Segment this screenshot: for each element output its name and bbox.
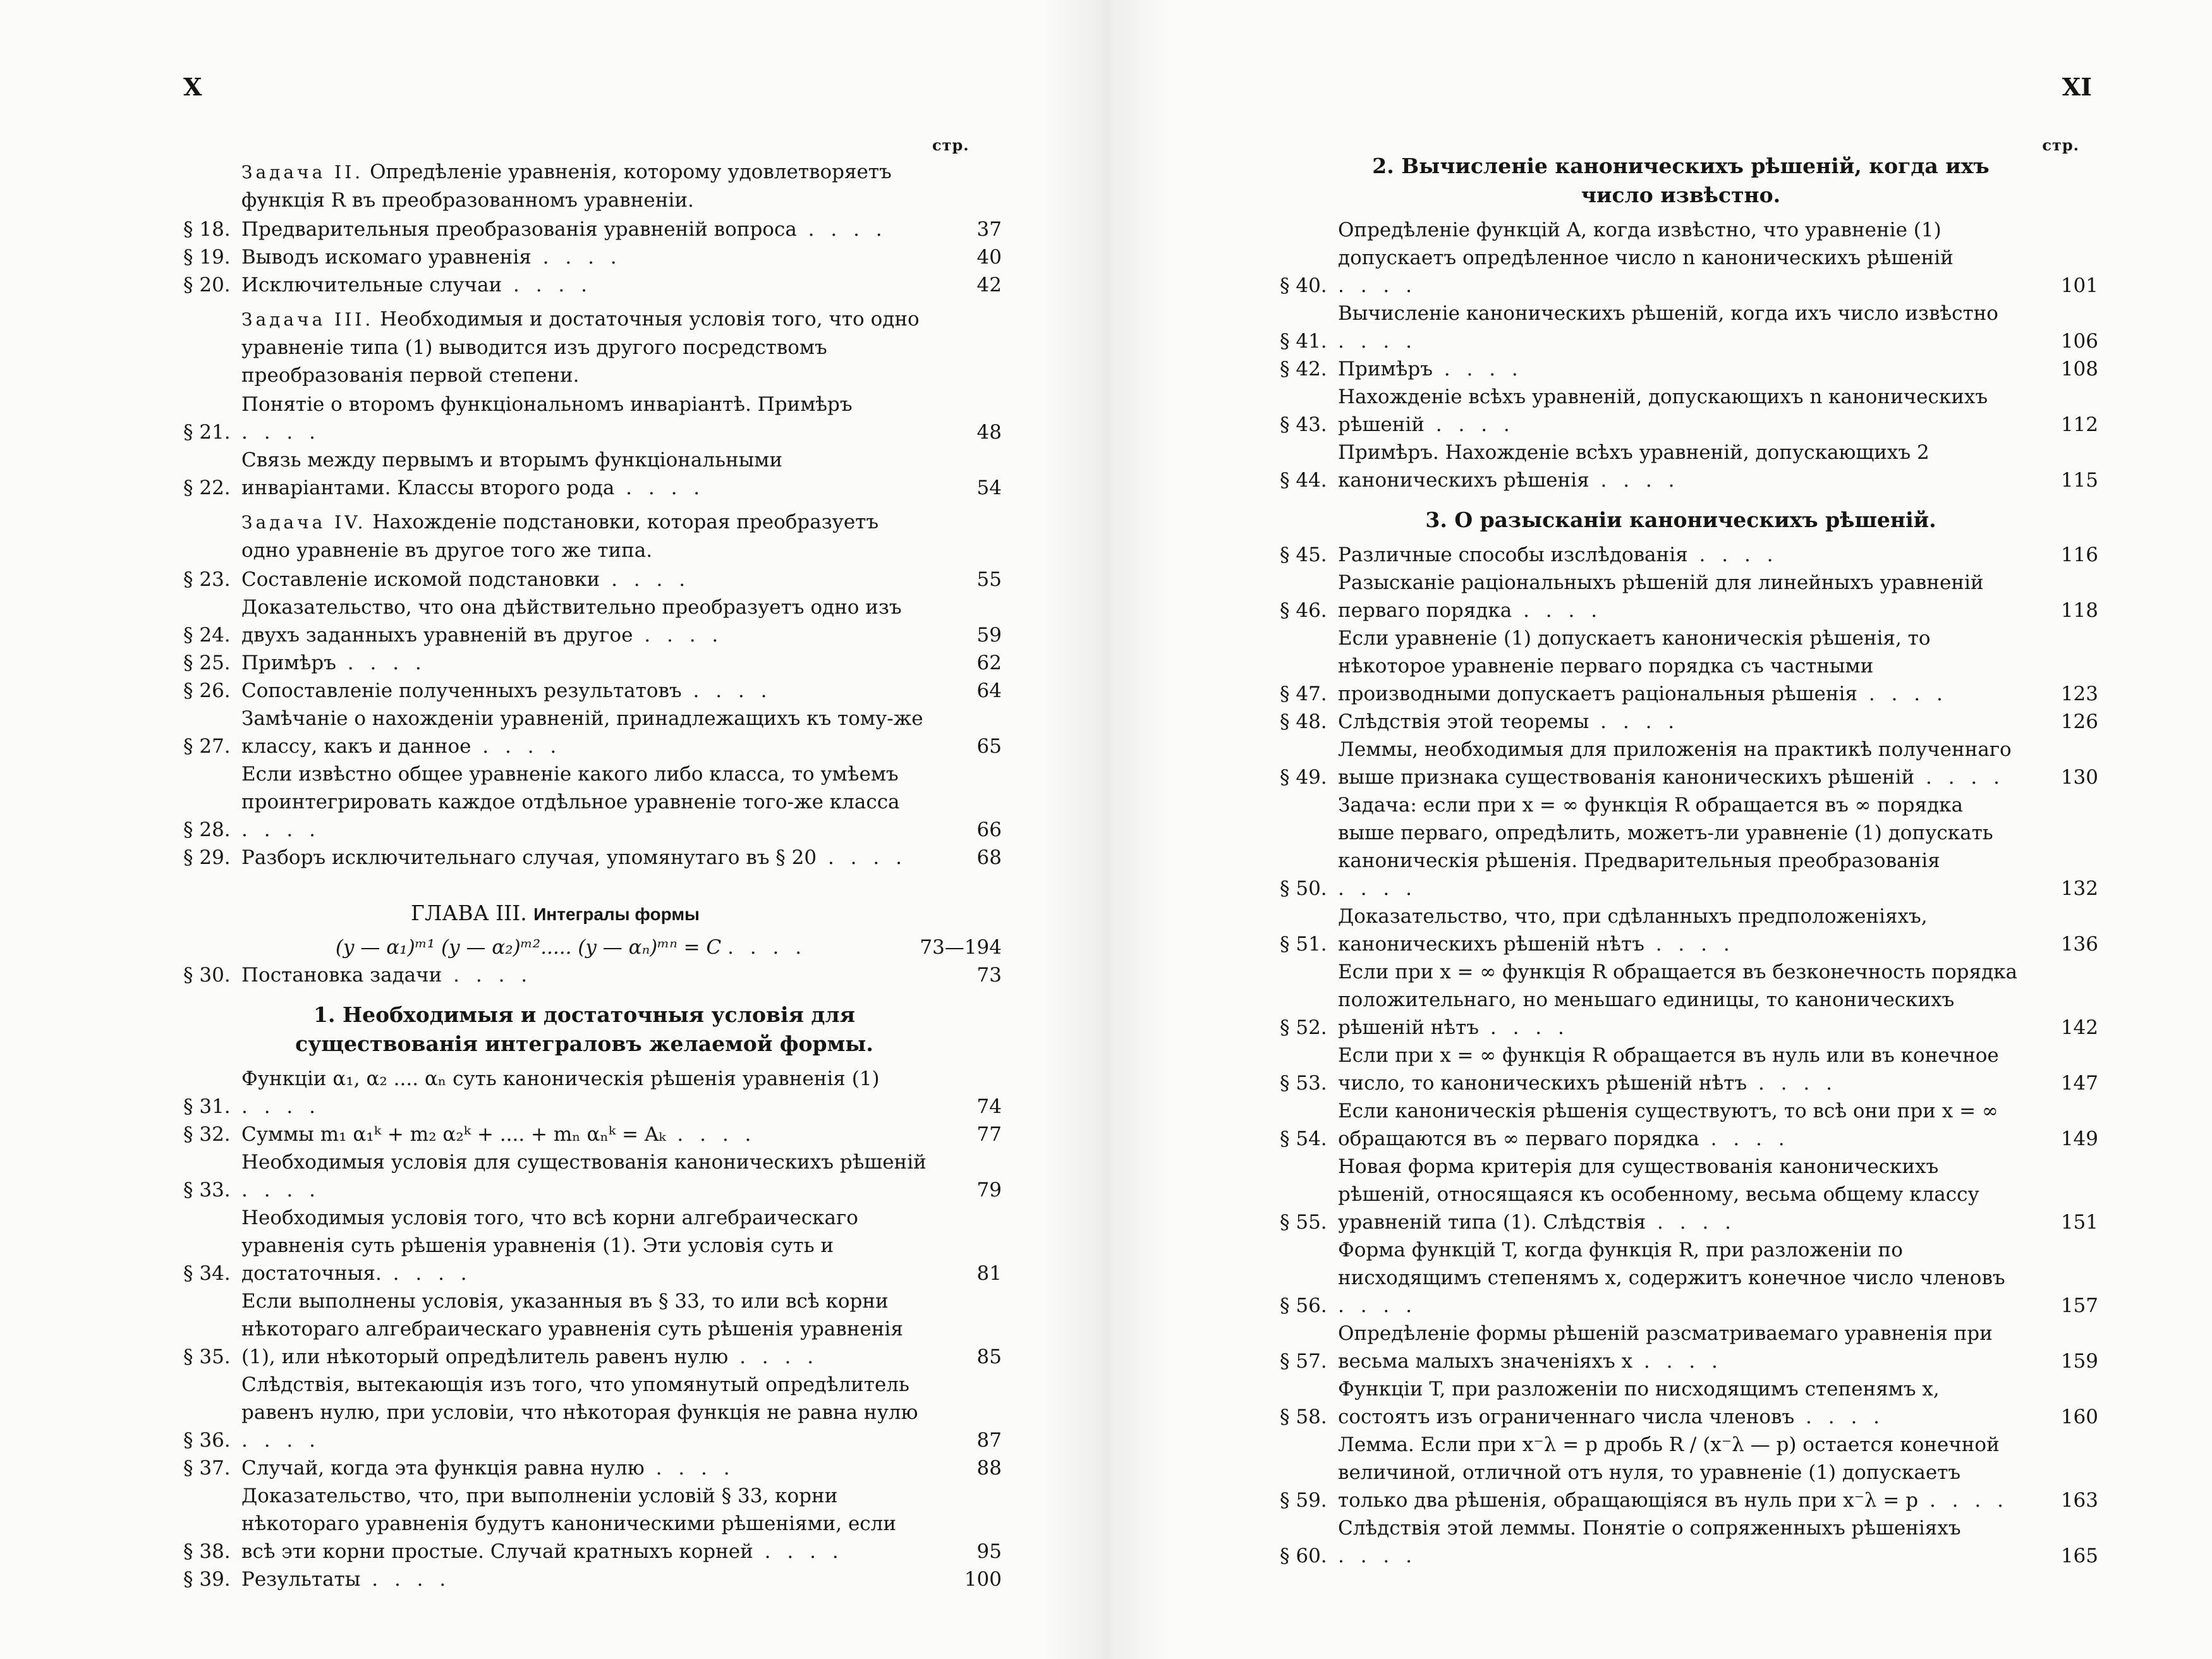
section-number: § 21. xyxy=(183,421,231,444)
entry-title: Если при x = ∞ функція R обращается въ безконечность порядка положительнаго, но меньшаго единицы, то каноническихъ рѣшеній нѣтъ xyxy=(1338,961,2018,1039)
entry-title: Слѣдствія этой теоремы xyxy=(1338,710,1589,733)
section-number: § 48. xyxy=(1280,710,1327,733)
section-number: § 28. xyxy=(183,818,231,841)
toc-entry: § 25. Примѣръ . . . . 62 xyxy=(183,649,1002,677)
toc-entry: § 35. Если выполнены условія, указанныя въ § 33, то или всѣ корни нѣкотораго алгебраическаго уравненія суть рѣшенія уравненія (1), или нѣкоторый опредѣлитель равенъ нулю . . . . 85 xyxy=(183,1287,1002,1371)
section-number: § 55. xyxy=(1280,1211,1327,1234)
page-ref: 108 xyxy=(2060,358,2098,380)
entry-title: Функціи α₁, α₂ .... αₙ суть каноническія рѣшенія уравненія (1) xyxy=(241,1067,880,1090)
toc-entry: § 40. Опредѣленіе функцій A, когда извѣстно, что уравненіе (1) допускаетъ опредѣленное число n каноническихъ рѣшеній . . . . 101 xyxy=(1280,216,2098,300)
section-number: § 20. xyxy=(183,274,231,296)
section-number: § 51. xyxy=(1280,933,1327,956)
page-ref: 73 xyxy=(976,964,1002,987)
section-number: § 46. xyxy=(1280,599,1327,622)
entry-title: Если выполнены условія, указанныя въ § 33, то или всѣ корни нѣкотораго алгебраическаго уравненія суть рѣшенія уравненія (1), или нѣкоторый опредѣлитель равенъ нулю xyxy=(241,1290,903,1368)
section-number: § 35. xyxy=(183,1346,231,1368)
toc-entry: § 39. Результаты . . . . 100 xyxy=(183,1565,1002,1593)
toc-entry: § 42. Примѣръ . . . . 108 xyxy=(1280,355,2098,383)
chapter-subtitle: Интегралы формы xyxy=(533,904,700,924)
page-ref: 88 xyxy=(976,1457,1002,1480)
toc-entry: § 19. Выводъ искомаго уравненія . . . . 40 xyxy=(183,243,1002,271)
entry-title: Вычисленіе каноническихъ рѣшеній, когда ихъ число извѣстно xyxy=(1338,302,1998,325)
toc-entry: § 33. Необходимыя условія для существованія каноническихъ рѣшеній . . . . 79 xyxy=(183,1148,1002,1204)
page-ref: 95 xyxy=(976,1540,1002,1563)
entry-title: Замѣчаніе о нахожденіи уравненій, принадлежащихъ къ тому-же классу, какъ и данное xyxy=(241,707,923,758)
page-ref: 48 xyxy=(976,421,1002,444)
entry-title: Доказательство, что, при сдѣланныхъ предположеніяхъ, каноническихъ рѣшеній нѣтъ xyxy=(1338,905,1928,956)
entry-title: Опредѣленіе формы рѣшеній разсматриваемаго уравненія при весьма малыхъ значеніяхъ x xyxy=(1338,1322,1993,1373)
page-ref: 81 xyxy=(976,1262,1002,1285)
page-ref: 112 xyxy=(2060,413,2098,436)
toc-entry: § 31. Функціи α₁, α₂ .... αₙ суть каноническія рѣшенія уравненія (1) . . . . 74 xyxy=(183,1065,1002,1121)
toc-entry: § 38. Доказательство, что, при выполненіи условій § 33, корни нѣкотораго уравненія будутъ каноническими рѣшеніями, если всѣ эти корни простые. Случай кратныхъ корней . . . . 95 xyxy=(183,1482,1002,1565)
section-number: § 60. xyxy=(1280,1545,1327,1567)
page-ref: 165 xyxy=(2060,1545,2098,1567)
page-ref: 147 xyxy=(2060,1072,2098,1095)
page-ref: 40 xyxy=(976,246,1002,269)
section-number: § 52. xyxy=(1280,1016,1327,1039)
page-ref: 54 xyxy=(976,477,1002,499)
toc-entry: § 27. Замѣчаніе о нахожденіи уравненій, принадлежащихъ къ тому-же классу, какъ и данное . . . . 65 xyxy=(183,705,1002,760)
section-number: § 41. xyxy=(1280,330,1327,353)
entry-group xyxy=(1280,541,2098,1570)
page-ref: 115 xyxy=(2060,469,2098,492)
page-ref: 123 xyxy=(2060,683,2098,705)
toc-entry: § 41. Вычисленіе каноническихъ рѣшеній, когда ихъ число извѣстно . . . . 106 xyxy=(1280,300,2098,355)
toc-entry: § 47. Если уравненіе (1) допускаетъ каноническія рѣшенія, то нѣкоторое уравненіе перваго порядка съ частными производными допускаетъ раціональныя рѣшенія . . . . 123 xyxy=(1280,624,2098,708)
entry-title: Необходимыя условія для существованія каноническихъ рѣшеній xyxy=(241,1151,927,1174)
entry-title: Разборъ исключительнаго случая, упомянутаго въ § 20 xyxy=(241,846,817,869)
page-ref: 118 xyxy=(2060,599,2098,622)
section-heading: 3. О разысканіи каноническихъ рѣшеній. xyxy=(1425,507,1936,532)
section-number: § 29. xyxy=(183,846,231,869)
entry-group xyxy=(183,391,1002,502)
entry-title: Если каноническія рѣшенія существуютъ, то всѣ они при x = ∞ обращаются въ ∞ перваго порядка xyxy=(1338,1100,1998,1150)
table-of-contents xyxy=(183,152,1002,1593)
task-text: Необходимыя и достаточныя условія того, что одно уравненіе типа (1) выводится изъ другого посредствомъ преобразованія первой степени. xyxy=(241,308,920,387)
entry-group xyxy=(183,566,1002,872)
toc-entry: § 44. Примѣръ. Нахожденіе всѣхъ уравненій, допускающихъ 2 каноническихъ рѣшенія . . . . 115 xyxy=(1280,439,2098,494)
page-ref: 79 xyxy=(976,1179,1002,1201)
entry-title: Нахожденіе всѣхъ уравненій, допускающихъ n каноническихъ рѣшеній xyxy=(1338,386,1988,436)
toc-entry: § 45. Различные способы изслѣдованія . . . . 116 xyxy=(1280,541,2098,569)
entry-group xyxy=(183,961,1002,989)
page-ref: 126 xyxy=(2060,710,2098,733)
toc-entry: § 52. Если при x = ∞ функція R обращается въ безконечность порядка положительнаго, но меньшаго единицы, то каноническихъ рѣшеній нѣтъ . . . . 142 xyxy=(1280,958,2098,1042)
section-number: § 32. xyxy=(183,1123,231,1146)
section-number: § 58. xyxy=(1280,1406,1327,1428)
page-ref: 142 xyxy=(2060,1016,2098,1039)
entry-title: Задача: если при x = ∞ функція R обращается въ ∞ порядка выше перваго, опредѣлить, можетъ-ли уравненіе (1) допускать каноническія рѣшенія. Предварительныя преобразованія xyxy=(1338,794,1993,872)
toc-entry: § 59. Лемма. Если при x⁻λ = p дробь R / (x⁻λ — p) остается конечной величиной, отличной отъ нуля, то уравненіе (1) допускаетъ только два рѣшенія, обращающіяся въ нуль при x⁻λ = p . . . . 163 xyxy=(1280,1431,2098,1514)
section-number: § 30. xyxy=(183,964,231,987)
page-number: X xyxy=(183,73,202,101)
task-text: Нахожденіе подстановки, которая преобразуетъ одно уравненіе въ другое того же типа. xyxy=(241,511,879,562)
page-ref: 65 xyxy=(976,735,1002,758)
page-ref: 77 xyxy=(976,1123,1002,1146)
entry-title: Слѣдствія, вытекающія изъ того, что упомянутый опредѣлитель равенъ нулю, при условіи, что нѣкоторая функція не равна нулю xyxy=(241,1373,918,1424)
entry-title: Если извѣстно общее уравненіе какого либо класса, то умѣемъ проинтегрировать каждое отдѣльное уравненіе того-же класса xyxy=(241,763,900,813)
entry-title: Если при x = ∞ функція R обращается въ нуль или въ конечное число, то каноническихъ рѣшеній нѣтъ xyxy=(1338,1044,1999,1095)
entry-title: Постановка задачи xyxy=(241,964,442,987)
left-page xyxy=(0,0,1074,1659)
entry-title: Новая форма критерія для существованія каноническихъ рѣшеній, относящаяся къ особенному, весьма общему классу уравненій типа (1). Слѣдствія xyxy=(1338,1155,1979,1234)
toc-entry: § 36. Слѣдствія, вытекающія изъ того, что упомянутый опредѣлитель равенъ нулю, при условіи, что нѣкоторая функція не равна нулю . . . . 87 xyxy=(183,1371,1002,1454)
section-number: § 59. xyxy=(1280,1489,1327,1512)
chapter-page: 73—194 xyxy=(920,936,1002,959)
page-ref: 151 xyxy=(2060,1211,2098,1234)
page-ref: 101 xyxy=(2060,274,2098,297)
page-ref: 100 xyxy=(964,1568,1002,1591)
toc-entry: § 32. Суммы m₁ α₁ᵏ + m₂ α₂ᵏ + .... + mₙ αₙᵏ = Aₖ . . . . 77 xyxy=(183,1121,1002,1148)
chapter-formula: (y — α₁)ᵐ¹ (y — α₂)ᵐ²..... (y — αₙ)ᵐⁿ = C xyxy=(335,936,722,959)
section-number: § 57. xyxy=(1280,1350,1327,1373)
page-number: XI xyxy=(2062,73,2092,101)
task-text: Опредѣленіе уравненія, которому удовлетворяетъ функція R въ преобразованномъ уравненіи. xyxy=(241,161,892,212)
entry-title: Суммы m₁ α₁ᵏ + m₂ α₂ᵏ + .... + mₙ αₙᵏ = Aₖ xyxy=(241,1123,666,1146)
entry-title: Выводъ искомаго уравненія xyxy=(241,246,532,269)
section-number: § 56. xyxy=(1280,1294,1327,1317)
page-ref: 87 xyxy=(976,1429,1002,1452)
entry-title: Предварительныя преобразованія уравненій вопроса xyxy=(241,218,797,241)
page-ref: 59 xyxy=(976,624,1002,647)
entry-title: Составленіе искомой подстановки xyxy=(241,568,600,591)
toc-entry: § 53. Если при x = ∞ функція R обращается въ нуль или въ конечное число, то каноническихъ рѣшеній нѣтъ . . . . 147 xyxy=(1280,1042,2098,1097)
toc-entry: § 29. Разборъ исключительнаго случая, упомянутаго въ § 20 . . . . 68 xyxy=(183,844,1002,872)
toc-entry: § 46. Разысканіе раціональныхъ рѣшеній для линейныхъ уравненій перваго порядка . . . . 118 xyxy=(1280,569,2098,624)
task-heading xyxy=(183,305,1002,389)
page-ref: 37 xyxy=(976,218,1002,241)
page-ref: 42 xyxy=(976,274,1002,296)
entry-title: Понятіе о второмъ функціональномъ инваріантѣ. Примѣръ xyxy=(241,393,853,416)
table-of-contents xyxy=(1280,152,2098,1570)
page-column-label: стр. xyxy=(932,136,969,154)
page-ref: 130 xyxy=(2060,766,2098,789)
entry-title: Если уравненіе (1) допускаетъ каноническія рѣшенія, то нѣкоторое уравненіе перваго порядка съ частными производными допускаетъ раціональныя рѣшенія xyxy=(1338,627,1931,705)
task-label: Задача II. xyxy=(241,162,364,183)
section-number: § 31. xyxy=(183,1095,231,1118)
entry-title: Доказательство, что, при выполненіи условій § 33, корни нѣкотораго уравненія будутъ каноническими рѣшеніями, если всѣ эти корни простые. Случай кратныхъ корней xyxy=(241,1485,897,1563)
entry-group xyxy=(1280,216,2098,494)
task-heading xyxy=(183,158,1002,214)
page-ref: 55 xyxy=(976,568,1002,591)
toc-entry: § 55. Новая форма критерія для существованія каноническихъ рѣшеній, относящаяся къ особенному, весьма общему классу уравненій типа (1). Слѣдствія . . . . 151 xyxy=(1280,1153,2098,1236)
page-ref: 66 xyxy=(976,818,1002,841)
section-number: § 42. xyxy=(1280,358,1327,380)
toc-entry: § 21. Понятіе о второмъ функціональномъ инваріантѣ. Примѣръ . . . . 48 xyxy=(183,391,1002,446)
section-number: § 49. xyxy=(1280,766,1327,789)
toc-entry: § 43. Нахожденіе всѣхъ уравненій, допускающихъ n каноническихъ рѣшеній . . . . 112 xyxy=(1280,383,2098,439)
chapter-formula-row: (y — α₁)ᵐ¹ (y — α₂)ᵐ²..... (y — αₙ)ᵐⁿ = C . . . . 73—194 xyxy=(183,933,1002,961)
page-ref: 106 xyxy=(2060,330,2098,353)
entry-title: Функціи T, при разложеніи по нисходящимъ степенямъ x, состоятъ изъ ограниченнаго числа членовъ xyxy=(1338,1378,1940,1428)
section-number: § 33. xyxy=(183,1179,231,1201)
section-number: § 23. xyxy=(183,568,231,591)
page-ref: 74 xyxy=(976,1095,1002,1118)
entry-title: Доказательство, что она дѣйствительно преобразуетъ одно изъ двухъ заданныхъ уравненій въ другое xyxy=(241,596,902,647)
section-number: § 27. xyxy=(183,735,231,758)
toc-entry: § 30. Постановка задачи . . . . 73 xyxy=(183,961,1002,989)
section-number: § 53. xyxy=(1280,1072,1327,1095)
section-number: § 40. xyxy=(1280,274,1327,297)
section-number: § 19. xyxy=(183,246,231,269)
toc-entry: § 18. Предварительныя преобразованія уравненій вопроса . . . . 37 xyxy=(183,216,1002,243)
entry-title: Опредѣленіе функцій A, когда извѣстно, что уравненіе (1) допускаетъ опредѣленное число n каноническихъ рѣшеній xyxy=(1338,219,1954,269)
section-number: § 45. xyxy=(1280,544,1327,566)
section-number: § 34. xyxy=(183,1262,231,1285)
entry-title: Различные способы изслѣдованія xyxy=(1338,544,1688,566)
toc-entry: § 49. Леммы, необходимыя для приложенія на практикѣ полученнаго выше признака существованія каноническихъ рѣшеній . . . . 130 xyxy=(1280,736,2098,791)
task-label: Задача III. xyxy=(241,309,374,330)
section-number: § 24. xyxy=(183,624,231,647)
toc-entry: § 20. Исключительные случаи . . . . 42 xyxy=(183,271,1002,299)
section-number: § 54. xyxy=(1280,1127,1327,1150)
section-number: § 44. xyxy=(1280,469,1327,492)
section-heading: 2. Вычисленіе каноническихъ рѣшеній, когда ихъ число извѣстно. xyxy=(1372,154,1990,207)
right-page xyxy=(1138,0,2212,1659)
section-number: § 38. xyxy=(183,1540,231,1563)
toc-entry: § 48. Слѣдствія этой теоремы . . . . 126 xyxy=(1280,708,2098,736)
page-ref: 160 xyxy=(2060,1406,2098,1428)
page-ref: 149 xyxy=(2060,1127,2098,1150)
page-ref: 85 xyxy=(976,1346,1002,1368)
section-number: § 50. xyxy=(1280,877,1327,900)
section-heading: 1. Необходимыя и достаточныя условія для существованія интеграловъ желаемой формы. xyxy=(295,1002,873,1056)
toc-entry: § 22. Связь между первымъ и вторымъ функціональными инваріантами. Классы второго рода . . . . 54 xyxy=(183,446,1002,502)
toc-entry: § 26. Сопоставленіе полученныхъ результатовъ . . . . 64 xyxy=(183,677,1002,705)
page-ref: 64 xyxy=(976,679,1002,702)
entry-title: Результаты xyxy=(241,1568,361,1591)
page-ref: 132 xyxy=(2060,877,2098,900)
section-number: § 25. xyxy=(183,652,231,674)
task-heading xyxy=(183,508,1002,564)
toc-entry: § 57. Опредѣленіе формы рѣшеній разсматриваемаго уравненія при весьма малыхъ значеніяхъ x . . . . 159 xyxy=(1280,1320,2098,1375)
toc-entry: § 58. Функціи T, при разложеніи по нисходящимъ степенямъ x, состоятъ изъ ограниченнаго числа членовъ . . . . 160 xyxy=(1280,1375,2098,1431)
toc-entry: § 24. Доказательство, что она дѣйствительно преобразуетъ одно изъ двухъ заданныхъ уравненій въ другое . . . . 59 xyxy=(183,593,1002,649)
toc-entry: § 56. Форма функцій T, когда функція R, при разложеніи по нисходящимъ степенямъ x, содержитъ конечное число членовъ . . . . 157 xyxy=(1280,1236,2098,1320)
entry-title: Случай, когда эта функція равна нулю xyxy=(241,1457,645,1480)
section-number: § 47. xyxy=(1280,683,1327,705)
entry-title: Необходимыя условія того, что всѣ корни алгебраическаго уравненія суть рѣшенія уравненія (1). Эти условія суть и достаточныя. xyxy=(241,1206,858,1285)
section-number: § 18. xyxy=(183,218,231,241)
page-ref: 68 xyxy=(976,846,1002,869)
entry-title: Исключительные случаи xyxy=(241,274,502,296)
page-ref: 163 xyxy=(2060,1489,2098,1512)
page-ref: 136 xyxy=(2060,933,2098,956)
task-label: Задача IV. xyxy=(241,512,367,533)
toc-entry: § 37. Случай, когда эта функція равна нулю . . . . 88 xyxy=(183,1454,1002,1482)
entry-title: Слѣдствія этой леммы. Понятіе о сопряженныхъ рѣшеніяхъ xyxy=(1338,1517,1961,1540)
entry-title: Разысканіе раціональныхъ рѣшеній для линейныхъ уравненій перваго порядка xyxy=(1338,571,1984,622)
entry-title: Леммы, необходимыя для приложенія на практикѣ полученнаго выше признака существованія каноническихъ рѣшеній xyxy=(1338,738,2012,789)
entry-group xyxy=(183,216,1002,299)
chapter-heading xyxy=(183,899,1002,928)
entry-title: Примѣръ. Нахожденіе всѣхъ уравненій, допускающихъ 2 каноническихъ рѣшенія xyxy=(1338,441,1929,492)
toc-entry: § 60. Слѣдствія этой леммы. Понятіе о сопряженныхъ рѣшеніяхъ . . . . 165 xyxy=(1280,1514,2098,1570)
section-number: § 39. xyxy=(183,1568,231,1591)
toc-entry: § 23. Составленіе искомой подстановки . . . . 55 xyxy=(183,566,1002,593)
section-number: § 22. xyxy=(183,477,231,499)
chapter-title: ГЛАВА III. xyxy=(411,901,527,925)
entry-title: Лемма. Если при x⁻λ = p дробь R / (x⁻λ — p) остается конечной величиной, отличной отъ нуля, то уравненіе (1) допускаетъ только два рѣшенія, обращающіяся въ нуль при x⁻λ = p xyxy=(1338,1433,2000,1512)
entry-title: Связь между первымъ и вторымъ функціональными инваріантами. Классы второго рода xyxy=(241,449,783,499)
page-ref: 62 xyxy=(976,652,1002,674)
entry-title: Примѣръ xyxy=(241,652,336,674)
entry-title: Форма функцій T, когда функція R, при разложеніи по нисходящимъ степенямъ x, содержитъ конечное число членовъ xyxy=(1338,1239,2005,1289)
section-number: § 37. xyxy=(183,1457,231,1480)
page-ref: 116 xyxy=(2060,544,2098,566)
entry-title: Примѣръ xyxy=(1338,358,1433,380)
toc-entry: § 50. Задача: если при x = ∞ функція R обращается въ ∞ порядка выше перваго, опредѣлить, можетъ-ли уравненіе (1) допускать каноническія рѣшенія. Предварительныя преобразованія . . . . 132 xyxy=(1280,791,2098,902)
section-number: § 43. xyxy=(1280,413,1327,436)
toc-entry: § 28. Если извѣстно общее уравненіе какого либо класса, то умѣемъ проинтегрировать каждое отдѣльное уравненіе того-же класса . . . . 66 xyxy=(183,760,1002,844)
page-ref: 159 xyxy=(2060,1350,2098,1373)
toc-entry: § 34. Необходимыя условія того, что всѣ корни алгебраическаго уравненія суть рѣшенія уравненія (1). Эти условія суть и достаточныя. . . . . 81 xyxy=(183,1204,1002,1287)
section-number: § 26. xyxy=(183,679,231,702)
page-column-label: стр. xyxy=(2042,136,2079,154)
entry-group xyxy=(183,1065,1002,1593)
section-number: § 36. xyxy=(183,1429,231,1452)
toc-entry: § 54. Если каноническія рѣшенія существуютъ, то всѣ они при x = ∞ обращаются въ ∞ перваго порядка . . . . 149 xyxy=(1280,1097,2098,1153)
entry-title: Сопоставленіе полученныхъ результатовъ xyxy=(241,679,682,702)
toc-entry: § 51. Доказательство, что, при сдѣланныхъ предположеніяхъ, каноническихъ рѣшеній нѣтъ . . . . 136 xyxy=(1280,902,2098,958)
page-ref: 157 xyxy=(2060,1294,2098,1317)
